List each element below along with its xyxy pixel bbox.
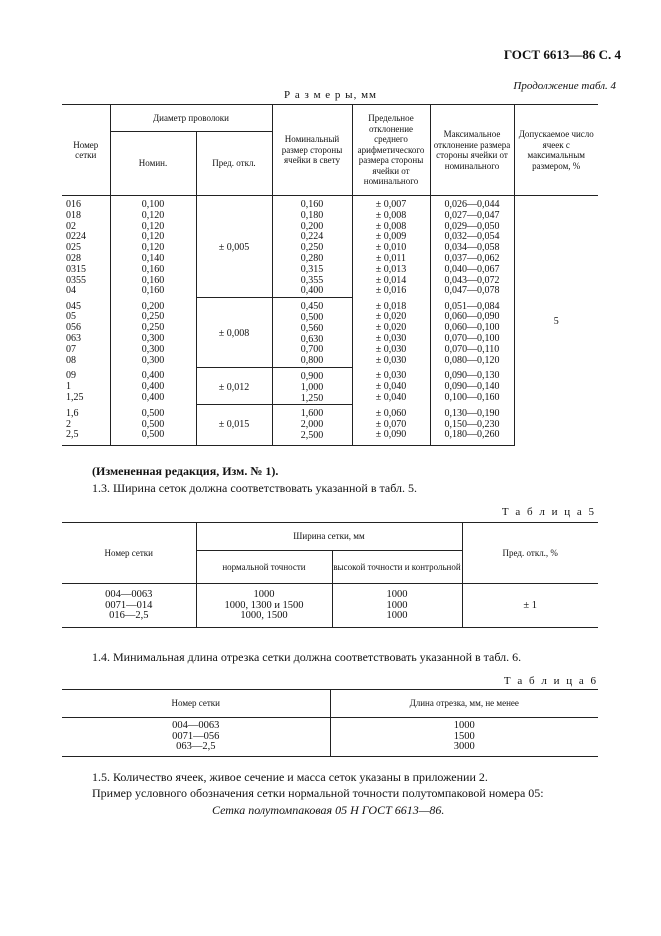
limit-dev-value: ± 0,030 — [375, 370, 407, 382]
limit-dev-value: ± 0,030 — [375, 354, 407, 366]
diameter-value: 0,120 — [141, 209, 165, 221]
limit-dev-value: ± 0,040 — [375, 392, 407, 404]
mesh-value: 063 — [66, 333, 81, 345]
cell-diameter — [110, 405, 196, 445]
diameter-value: 0,160 — [141, 263, 165, 275]
limit-dev-value: ± 0,070 — [375, 418, 407, 430]
max-dev-value: 0,070—0,110 — [444, 343, 500, 355]
cell-max-dev — [430, 405, 514, 445]
max-dev-value: 0,032—0,054 — [444, 231, 500, 243]
cell-diameter — [110, 298, 196, 368]
paragraph-1-3: 1.3. Ширина сеток должна соответствовать указанной в табл. 5. — [92, 481, 417, 495]
cell-nominal-side — [272, 405, 352, 445]
table-6 — [62, 689, 598, 757]
nominal-side-value: 0,250 — [300, 242, 324, 254]
header-diameter-tolerance: Пред. откл. — [196, 132, 272, 196]
diameter-value: 0,300 — [141, 354, 165, 366]
paragraph-1-4: 1.4. Минимальная длина отрезка сетки должна соответствовать указанной в табл. 6. — [92, 650, 522, 664]
nominal-side-value: 0,400 — [300, 285, 324, 297]
diameter-value: 0,400 — [141, 392, 165, 404]
diameter-value: 0,120 — [141, 220, 165, 232]
amendment-note: (Измененная редакция, Изм. № 1). — [92, 464, 279, 478]
diameter-value: 0,160 — [141, 274, 165, 286]
nominal-side-value: 0,500 — [300, 311, 324, 323]
nominal-side-value: 0,280 — [300, 252, 324, 264]
max-dev-value: 0,037—0,062 — [444, 252, 500, 264]
table-continuation-label: Продолжение табл. 4 — [513, 80, 616, 92]
max-dev-value: 0,034—0,058 — [444, 242, 500, 254]
mesh-value: 018 — [66, 209, 81, 221]
limit-dev-value: ± 0,008 — [375, 220, 407, 232]
max-dev-value: 0,090—0,130 — [444, 370, 500, 382]
t6-mesh-0: 004—0063 — [172, 720, 220, 731]
max-dev-value: 0,100—0,160 — [444, 392, 500, 404]
t5-header-normal: нормальной точности — [196, 551, 332, 584]
max-dev-value: 0,043—0,072 — [444, 274, 500, 286]
mesh-value: 0224 — [66, 231, 86, 243]
nominal-side-value: 0,160 — [300, 199, 324, 210]
mesh-value: 2 — [66, 418, 71, 430]
nominal-side-value: 0,224 — [300, 231, 324, 243]
mesh-value: 1 — [66, 381, 71, 393]
diameter-value: 0,100 — [141, 199, 165, 210]
t6-header-mesh-no: Номер сетки — [62, 690, 330, 718]
mesh-value: 09 — [66, 370, 76, 382]
diameter-value: 0,300 — [141, 343, 165, 355]
mesh-value: 045 — [66, 300, 81, 312]
t5-mesh-cell — [62, 584, 196, 628]
cell-nominal-side — [272, 196, 352, 298]
nominal-side-value: 0,200 — [300, 220, 324, 232]
diameter-value: 0,120 — [141, 242, 165, 254]
t5-high-0: 1000 — [386, 589, 408, 600]
limit-dev-value: ± 0,090 — [375, 429, 407, 441]
max-dev-value: 0,090—0,140 — [444, 381, 500, 393]
t5-high-2: 1000 — [386, 610, 408, 621]
max-dev-value: 0,027—0,047 — [444, 209, 500, 221]
table-4-group — [62, 196, 598, 298]
designation-example: Сетка полутомпаковая 05 Н ГОСТ 6613—86. — [212, 803, 445, 817]
table-5-title: Т а б л и ц а 5 — [501, 506, 596, 518]
mesh-value: 0315 — [66, 263, 86, 275]
t5-normal-cell — [196, 584, 332, 628]
cell-diameter — [110, 367, 196, 404]
max-dev-value: 0,080—0,120 — [444, 354, 500, 366]
limit-dev-value: ± 0,009 — [375, 231, 407, 243]
diameter-value: 0,160 — [141, 285, 165, 297]
cell-tolerance: ± 0,005 — [196, 196, 272, 298]
nominal-side-value: 0,355 — [300, 274, 324, 286]
t6-mesh-2: 063—2,5 — [176, 741, 216, 752]
t6-mesh-cell — [62, 718, 330, 757]
t5-normal-2: 1000, 1500 — [240, 610, 288, 621]
max-dev-value: 0,026—0,044 — [444, 199, 500, 210]
max-dev-value: 0,040—0,067 — [444, 263, 500, 275]
cell-mesh — [62, 298, 110, 368]
nominal-side-value: 0,900 — [300, 370, 324, 382]
cell-nominal-side — [272, 367, 352, 404]
max-dev-value: 0,029—0,050 — [444, 220, 500, 232]
cell-max-dev — [430, 196, 514, 298]
t6-length-2: 3000 — [453, 741, 475, 752]
cell-limit-dev — [352, 196, 430, 298]
nominal-side-value: 0,630 — [300, 333, 324, 345]
nominal-side-value: 0,700 — [300, 344, 324, 356]
header-mesh-no: Номер сетки — [62, 105, 110, 196]
cell-mesh — [62, 405, 110, 445]
cell-limit-dev — [352, 405, 430, 445]
mesh-value: 1,25 — [66, 392, 84, 404]
t6-mesh-1: 0071—056 — [172, 730, 220, 742]
t5-header-width: Ширина сетки, мм — [196, 523, 462, 551]
cell-max-dev — [430, 298, 514, 368]
nominal-side-value: 0,450 — [300, 301, 324, 313]
t5-high-cell — [332, 584, 462, 628]
t5-mesh-0: 004—0063 — [105, 589, 153, 600]
cell-diameter — [110, 196, 196, 298]
mesh-value: 016 — [66, 199, 81, 210]
table-4 — [62, 104, 598, 446]
cell-mesh — [62, 367, 110, 404]
limit-dev-value: ± 0,030 — [375, 333, 407, 345]
cell-tolerance: ± 0,012 — [196, 367, 272, 404]
mesh-value: 2,5 — [66, 429, 79, 441]
limit-dev-value: ± 0,020 — [375, 322, 407, 334]
header-limit-deviation: Предельное отклонение среднего арифметического размера стороны ячейки от номинального — [352, 105, 430, 196]
diameter-value: 0,500 — [141, 418, 165, 430]
limit-dev-value: ± 0,018 — [375, 300, 407, 312]
cell-max-dev — [430, 367, 514, 404]
mesh-value: 056 — [66, 322, 81, 334]
t6-length-cell — [330, 718, 598, 757]
diameter-value: 0,500 — [141, 429, 165, 441]
t6-header-length: Длина отрезка, мм, не менее — [330, 690, 598, 718]
limit-dev-value: ± 0,030 — [375, 343, 407, 355]
header-max-deviation: Максимальное отклонение размера стороны ячейки от номинального — [430, 105, 514, 196]
limit-dev-value: ± 0,020 — [375, 311, 407, 323]
diameter-value: 0,400 — [141, 370, 165, 382]
t5-mesh-1: 0071—014 — [105, 599, 153, 611]
t5-mesh-2: 016—2,5 — [109, 610, 149, 621]
mesh-value: 07 — [66, 343, 76, 355]
nominal-side-value: 0,800 — [300, 355, 324, 367]
header-allowed-count: Допускаемое число ячеек с максимальным размером, % — [514, 105, 598, 196]
limit-dev-value: ± 0,013 — [375, 263, 407, 275]
sizes-label: Р а з м е р ы, мм — [283, 89, 377, 101]
limit-dev-value: ± 0,007 — [375, 199, 407, 210]
max-dev-value: 0,180—0,260 — [444, 429, 500, 441]
diameter-value: 0,300 — [141, 333, 165, 345]
paragraph-1-5: 1.5. Количество ячеек, живое сечение и масса сеток указаны в приложении 2. — [92, 770, 488, 784]
diameter-value: 0,200 — [141, 300, 165, 312]
diameter-value: 0,250 — [141, 311, 165, 323]
allowed-count-value: 5 — [514, 196, 598, 446]
t6-length-0: 1000 — [453, 720, 475, 731]
limit-dev-value: ± 0,010 — [375, 242, 407, 254]
limit-dev-value: ± 0,060 — [375, 407, 407, 419]
diameter-value: 0,400 — [141, 381, 165, 393]
mesh-value: 0355 — [66, 274, 86, 286]
nominal-side-value: 1,250 — [300, 392, 324, 404]
cell-nominal-side — [272, 298, 352, 368]
diameter-value: 0,120 — [141, 231, 165, 243]
max-dev-value: 0,060—0,090 — [444, 311, 500, 323]
nominal-side-value: 0,180 — [300, 209, 324, 221]
limit-dev-value: ± 0,008 — [375, 209, 407, 221]
t5-header-mesh-no: Номер сетки — [62, 523, 196, 584]
limit-dev-value: ± 0,011 — [375, 252, 407, 264]
limit-dev-value: ± 0,040 — [375, 381, 407, 393]
nominal-side-value: 2,500 — [300, 429, 324, 441]
mesh-value: 1,6 — [66, 407, 79, 419]
cell-tolerance: ± 0,015 — [196, 405, 272, 445]
max-dev-value: 0,060—0,100 — [444, 322, 500, 334]
header-nominal-side: Номинальный размер стороны ячейки в свету — [272, 105, 352, 196]
max-dev-value: 0,130—0,190 — [444, 407, 500, 419]
mesh-value: 08 — [66, 354, 76, 366]
example-text: Пример условного обозначения сетки нормальной точности полутомпаковой номера 05: — [92, 786, 544, 800]
table-6-title: Т а б л и ц а 6 — [503, 675, 598, 687]
t5-tolerance-value: ± 1 — [462, 584, 598, 628]
cell-tolerance: ± 0,008 — [196, 298, 272, 368]
diameter-value: 0,500 — [141, 407, 165, 419]
t5-normal-0: 1000 — [253, 589, 275, 600]
cell-limit-dev — [352, 367, 430, 404]
page-header: ГОСТ 6613—86 С. 4 — [503, 47, 621, 62]
limit-dev-value: ± 0,016 — [375, 285, 407, 297]
max-dev-value: 0,150—0,230 — [444, 418, 500, 430]
t5-header-high: высокой точности и контрольной — [332, 551, 462, 584]
max-dev-value: 0,070—0,100 — [444, 333, 500, 345]
diameter-value: 0,140 — [141, 252, 165, 264]
mesh-value: 04 — [66, 285, 76, 297]
nominal-side-value: 0,315 — [300, 263, 324, 275]
mesh-value: 025 — [66, 242, 81, 254]
cell-mesh — [62, 196, 110, 298]
mesh-value: 028 — [66, 252, 81, 264]
nominal-side-value: 1,000 — [300, 381, 324, 393]
diameter-value: 0,250 — [141, 322, 165, 334]
max-dev-value: 0,047—0,078 — [444, 285, 500, 297]
limit-dev-value: ± 0,014 — [375, 274, 407, 286]
t5-header-tolerance: Пред. откл., % — [462, 523, 598, 584]
mesh-value: 02 — [66, 220, 76, 232]
nominal-side-value: 2,000 — [300, 419, 324, 431]
max-dev-value: 0,051—0,084 — [444, 300, 500, 312]
nominal-side-value: 1,600 — [300, 408, 324, 420]
t5-high-1: 1000 — [386, 599, 408, 611]
mesh-value: 05 — [66, 311, 76, 323]
table-5 — [62, 522, 598, 628]
header-diameter-nominal: Номин. — [110, 132, 196, 196]
header-wire-diameter: Диаметр проволоки — [110, 105, 272, 132]
t5-normal-1: 1000, 1300 и 1500 — [224, 599, 304, 611]
t6-length-1: 1500 — [453, 730, 475, 742]
cell-limit-dev — [352, 298, 430, 368]
nominal-side-value: 0,560 — [300, 322, 324, 334]
